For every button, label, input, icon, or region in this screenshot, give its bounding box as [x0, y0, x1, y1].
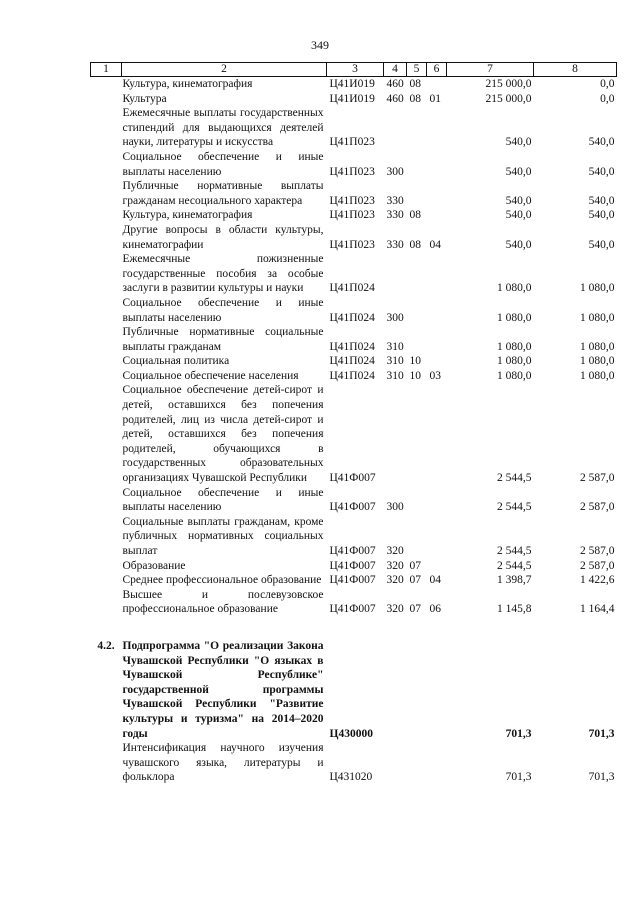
row-subsection: [427, 179, 447, 208]
table-row: [91, 223, 617, 252]
table-row: [91, 383, 617, 485]
row-amount-col8: 1 080,0: [580, 311, 615, 324]
row-number: [91, 252, 122, 296]
row-section: 10: [409, 355, 421, 368]
row-expense-type: 330: [386, 238, 404, 251]
row-section: 08: [409, 209, 421, 222]
row-subsection: [427, 559, 447, 574]
row-subsection: 04: [429, 574, 441, 587]
table-row: [91, 369, 617, 384]
table-row: [91, 573, 617, 588]
budget-table: [90, 62, 617, 785]
row-target-code: Ц41И019: [329, 92, 375, 105]
header-col-1: 1: [91, 63, 122, 77]
row-name: Социальное обеспечение детей-сирот и детей, оставшихся без попечения родителей, лиц из числа детей-сирот и детей, оставшихся без попечения родителей, обучающихся в государственных образовательных организациях Чувашской Республики: [122, 384, 324, 485]
row-name: Социальное обеспечение и иные выплаты населению: [122, 150, 324, 178]
row-number: 4.2.: [97, 639, 115, 652]
row-subsection: [427, 77, 447, 92]
row-amount-col8: 701,3: [588, 727, 615, 740]
table-row: [91, 486, 617, 515]
row-section: 07: [409, 603, 421, 616]
table-row: [91, 252, 617, 296]
row-subsection: [427, 639, 447, 741]
row-expense-type: [384, 383, 407, 485]
header-col-2: 2: [122, 63, 327, 77]
row-target-code: Ц41П024: [329, 282, 375, 295]
row-expense-type: [384, 252, 407, 296]
row-name: Социальное обеспечение населения: [122, 369, 299, 382]
row-name: Социальное обеспечение и иные выплаты населению: [122, 486, 324, 514]
row-amount-col7: 540,0: [505, 165, 532, 178]
row-number: [91, 92, 122, 107]
row-name: Среднее профессиональное образование: [122, 574, 322, 587]
row-target-code: Ц41Ф007: [329, 501, 376, 514]
row-subsection: [427, 741, 447, 785]
row-expense-type: 320: [386, 603, 404, 616]
row-amount-col7: 1 398,7: [497, 574, 532, 587]
row-target-code: Ц41П023: [329, 194, 375, 207]
row-subsection: [427, 252, 447, 296]
row-number: [91, 486, 122, 515]
row-target-code: Ц41П024: [329, 340, 375, 353]
row-expense-type: 330: [386, 209, 404, 222]
header-col-5: 5: [407, 63, 427, 77]
row-section: 08: [409, 78, 421, 90]
row-target-code: Ц41Ф007: [329, 559, 376, 572]
table-row: [91, 77, 617, 92]
spacer-cell: [91, 617, 122, 639]
row-number: [91, 179, 122, 208]
row-number: [91, 150, 122, 179]
row-expense-type: 300: [386, 501, 404, 514]
row-amount-col8: 540,0: [588, 136, 615, 149]
row-expense-type: 310: [386, 369, 404, 382]
row-amount-col8: 701,3: [588, 771, 615, 784]
row-section: [407, 515, 427, 559]
row-number: [91, 741, 122, 785]
header-col-7: 7: [447, 63, 534, 77]
row-section: [407, 296, 427, 325]
row-subsection: [427, 106, 447, 150]
row-amount-col7: 540,0: [505, 194, 532, 207]
row-section: 10: [409, 369, 421, 382]
table-row: [91, 741, 617, 785]
row-target-code: Ц41П023: [329, 165, 375, 178]
row-amount-col8: 1 164,4: [580, 603, 615, 616]
row-amount-col8: 1 080,0: [580, 282, 615, 295]
row-number: [91, 106, 122, 150]
table-header-row: [91, 63, 617, 77]
table-row: [91, 325, 617, 354]
row-target-code: Ц41П023: [329, 136, 375, 149]
row-amount-col8: 540,0: [588, 194, 615, 207]
row-expense-type: 460: [386, 92, 404, 105]
row-name: Публичные нормативные выплаты гражданам несоциального характера: [122, 180, 324, 207]
row-target-code: Ц41И019: [329, 78, 375, 90]
row-section: [407, 252, 427, 296]
row-number: [91, 325, 122, 354]
row-expense-type: 460: [386, 78, 404, 90]
row-name: Ежемесячные пожизненные государственные пособия за особые заслуги в развитии культуры и науки: [122, 253, 324, 295]
row-name: Образование: [122, 559, 186, 572]
row-number: [91, 383, 122, 485]
row-target-code: Ц41П024: [329, 369, 375, 382]
row-expense-type: 330: [386, 194, 404, 207]
spacer-cell: [407, 617, 427, 639]
header-col-8: 8: [534, 63, 617, 77]
row-section: [407, 179, 427, 208]
row-section: [407, 150, 427, 179]
row-amount-col8: 0,0: [600, 92, 615, 105]
row-subsection: [427, 325, 447, 354]
header-col-4: 4: [384, 63, 407, 77]
row-name: Культура, кинематография: [122, 78, 253, 90]
table-row: [91, 588, 617, 617]
row-section: [407, 639, 427, 741]
row-number: [91, 296, 122, 325]
row-section: [407, 325, 427, 354]
row-name: Социальное обеспечение и иные выплаты населению: [122, 296, 324, 324]
row-target-code: Ц431020: [329, 771, 373, 784]
row-name: Высшее и послевузовское профессиональное образование: [122, 588, 324, 616]
row-target-code: Ц41П023: [329, 238, 375, 251]
row-section: 07: [409, 574, 421, 587]
table-row: [91, 106, 617, 150]
row-amount-col7: 1 080,0: [497, 282, 532, 295]
row-subsection: 01: [429, 92, 441, 105]
row-amount-col7: 1 145,8: [497, 603, 532, 616]
table-row: [91, 354, 617, 369]
row-expense-type: [384, 106, 407, 150]
row-amount-col8: 540,0: [588, 209, 615, 222]
row-name: Культура: [122, 92, 167, 105]
row-expense-type: 300: [386, 311, 404, 324]
row-target-code: Ц41Ф007: [329, 545, 376, 557]
row-subsection: 06: [429, 603, 441, 616]
row-section: 07: [409, 559, 421, 572]
row-amount-col7: 1 080,0: [497, 340, 532, 353]
row-section: [407, 383, 427, 485]
row-amount-col7: 2 544,5: [497, 472, 532, 485]
page-number: 349: [311, 38, 329, 52]
row-amount-col7: 701,3: [505, 771, 532, 784]
row-name: Публичные нормативные социальные выплаты гражданам: [122, 326, 324, 353]
table-row: [91, 296, 617, 325]
row-expense-type: 310: [386, 355, 404, 368]
row-amount-col7: 2 544,5: [497, 559, 532, 572]
table-row: [91, 179, 617, 208]
header-col-6: 6: [427, 63, 447, 77]
spacer-row: [91, 617, 617, 639]
row-amount-col7: 540,0: [505, 209, 532, 222]
row-target-code: Ц41П024: [329, 355, 375, 368]
row-target-code: Ц41Ф007: [329, 603, 376, 616]
row-subsection: [427, 515, 447, 559]
row-amount-col8: 0,0: [600, 78, 615, 90]
row-amount-col8: 540,0: [588, 238, 615, 251]
spacer-cell: [534, 617, 617, 639]
row-expense-type: [384, 741, 407, 785]
row-name: Другие вопросы в области культуры, кинематографии: [122, 223, 324, 251]
row-amount-col8: 1 080,0: [580, 369, 615, 382]
table-row: [91, 559, 617, 574]
row-subsection: [427, 354, 447, 369]
row-section: 08: [409, 92, 421, 105]
row-target-code: Ц41Ф007: [329, 472, 376, 485]
header-col-3: 3: [327, 63, 384, 77]
row-amount-col8: 1 422,6: [580, 574, 615, 587]
row-number: [91, 223, 122, 252]
row-name: Подпрограмма "О реализации Закона Чувашской Республики "О языках в Чувашской Республике" государственной программы Чувашской Республики "Развитие культуры и туризма" на 2014–2020 годы: [122, 639, 324, 740]
row-target-code: Ц430000: [329, 727, 373, 740]
row-name: Социальные выплаты гражданам, кроме публичных нормативных социальных выплат: [122, 515, 324, 557]
row-amount-col8: 2 587,0: [580, 472, 615, 485]
row-amount-col8: 2 587,0: [580, 545, 615, 557]
row-section: [407, 741, 427, 785]
table-row: [91, 208, 617, 223]
row-name: Интенсификация научного изучения чувашского языка, литературы и фольклора: [122, 742, 324, 784]
spacer-cell: [447, 617, 534, 639]
table-row: [91, 92, 617, 107]
row-expense-type: 320: [386, 574, 404, 587]
row-amount-col7: 215 000,0: [485, 78, 532, 90]
row-amount-col8: 2 587,0: [580, 559, 615, 572]
row-number: [91, 588, 122, 617]
row-name: Ежемесячные выплаты государственных стипендий для выдающихся деятелей науки, литературы и искусства: [122, 107, 324, 149]
table-row: [91, 515, 617, 559]
row-amount-col7: 540,0: [505, 238, 532, 251]
row-amount-col8: 1 080,0: [580, 340, 615, 353]
row-number: [91, 515, 122, 559]
spacer-cell: [427, 617, 447, 639]
row-amount-col8: 1 080,0: [580, 355, 615, 368]
row-expense-type: 320: [386, 545, 404, 557]
table-body: [91, 77, 617, 785]
row-amount-col7: 2 544,5: [497, 545, 532, 557]
row-number: [91, 573, 122, 588]
row-section: 08: [409, 238, 421, 251]
row-subsection: [427, 296, 447, 325]
row-amount-col7: 1 080,0: [497, 369, 532, 382]
row-expense-type: 310: [386, 340, 404, 353]
row-number: [91, 369, 122, 384]
row-number: [91, 354, 122, 369]
row-subsection: 04: [429, 238, 441, 251]
row-amount-col7: 701,3: [505, 727, 532, 740]
row-target-code: Ц41П023: [329, 209, 375, 222]
row-number: [91, 208, 122, 223]
row-name: Культура, кинематография: [122, 209, 253, 222]
row-subsection: [427, 208, 447, 223]
row-number: [91, 559, 122, 574]
row-amount-col7: 1 080,0: [497, 355, 532, 368]
table-row: [91, 150, 617, 179]
row-name: Социальная политика: [122, 355, 230, 368]
row-amount-col7: 2 544,5: [497, 501, 532, 514]
row-subsection: 03: [429, 369, 441, 382]
row-expense-type: 300: [386, 165, 404, 178]
spacer-cell: [122, 617, 327, 639]
row-expense-type: [384, 639, 407, 741]
row-target-code: Ц41Ф007: [329, 574, 376, 587]
row-amount-col8: 540,0: [588, 165, 615, 178]
row-section: [407, 486, 427, 515]
row-section: [407, 106, 427, 150]
row-amount-col8: 2 587,0: [580, 501, 615, 514]
row-number: [91, 77, 122, 92]
row-subsection: [427, 150, 447, 179]
row-amount-col7: 215 000,0: [485, 92, 532, 105]
row-subsection: [427, 383, 447, 485]
subprogram-row: [91, 639, 617, 741]
spacer-cell: [384, 617, 407, 639]
row-target-code: Ц41П024: [329, 311, 375, 324]
spacer-cell: [327, 617, 384, 639]
row-subsection: [427, 486, 447, 515]
row-amount-col7: 540,0: [505, 136, 532, 149]
row-expense-type: 320: [386, 559, 404, 572]
row-amount-col7: 1 080,0: [497, 311, 532, 324]
